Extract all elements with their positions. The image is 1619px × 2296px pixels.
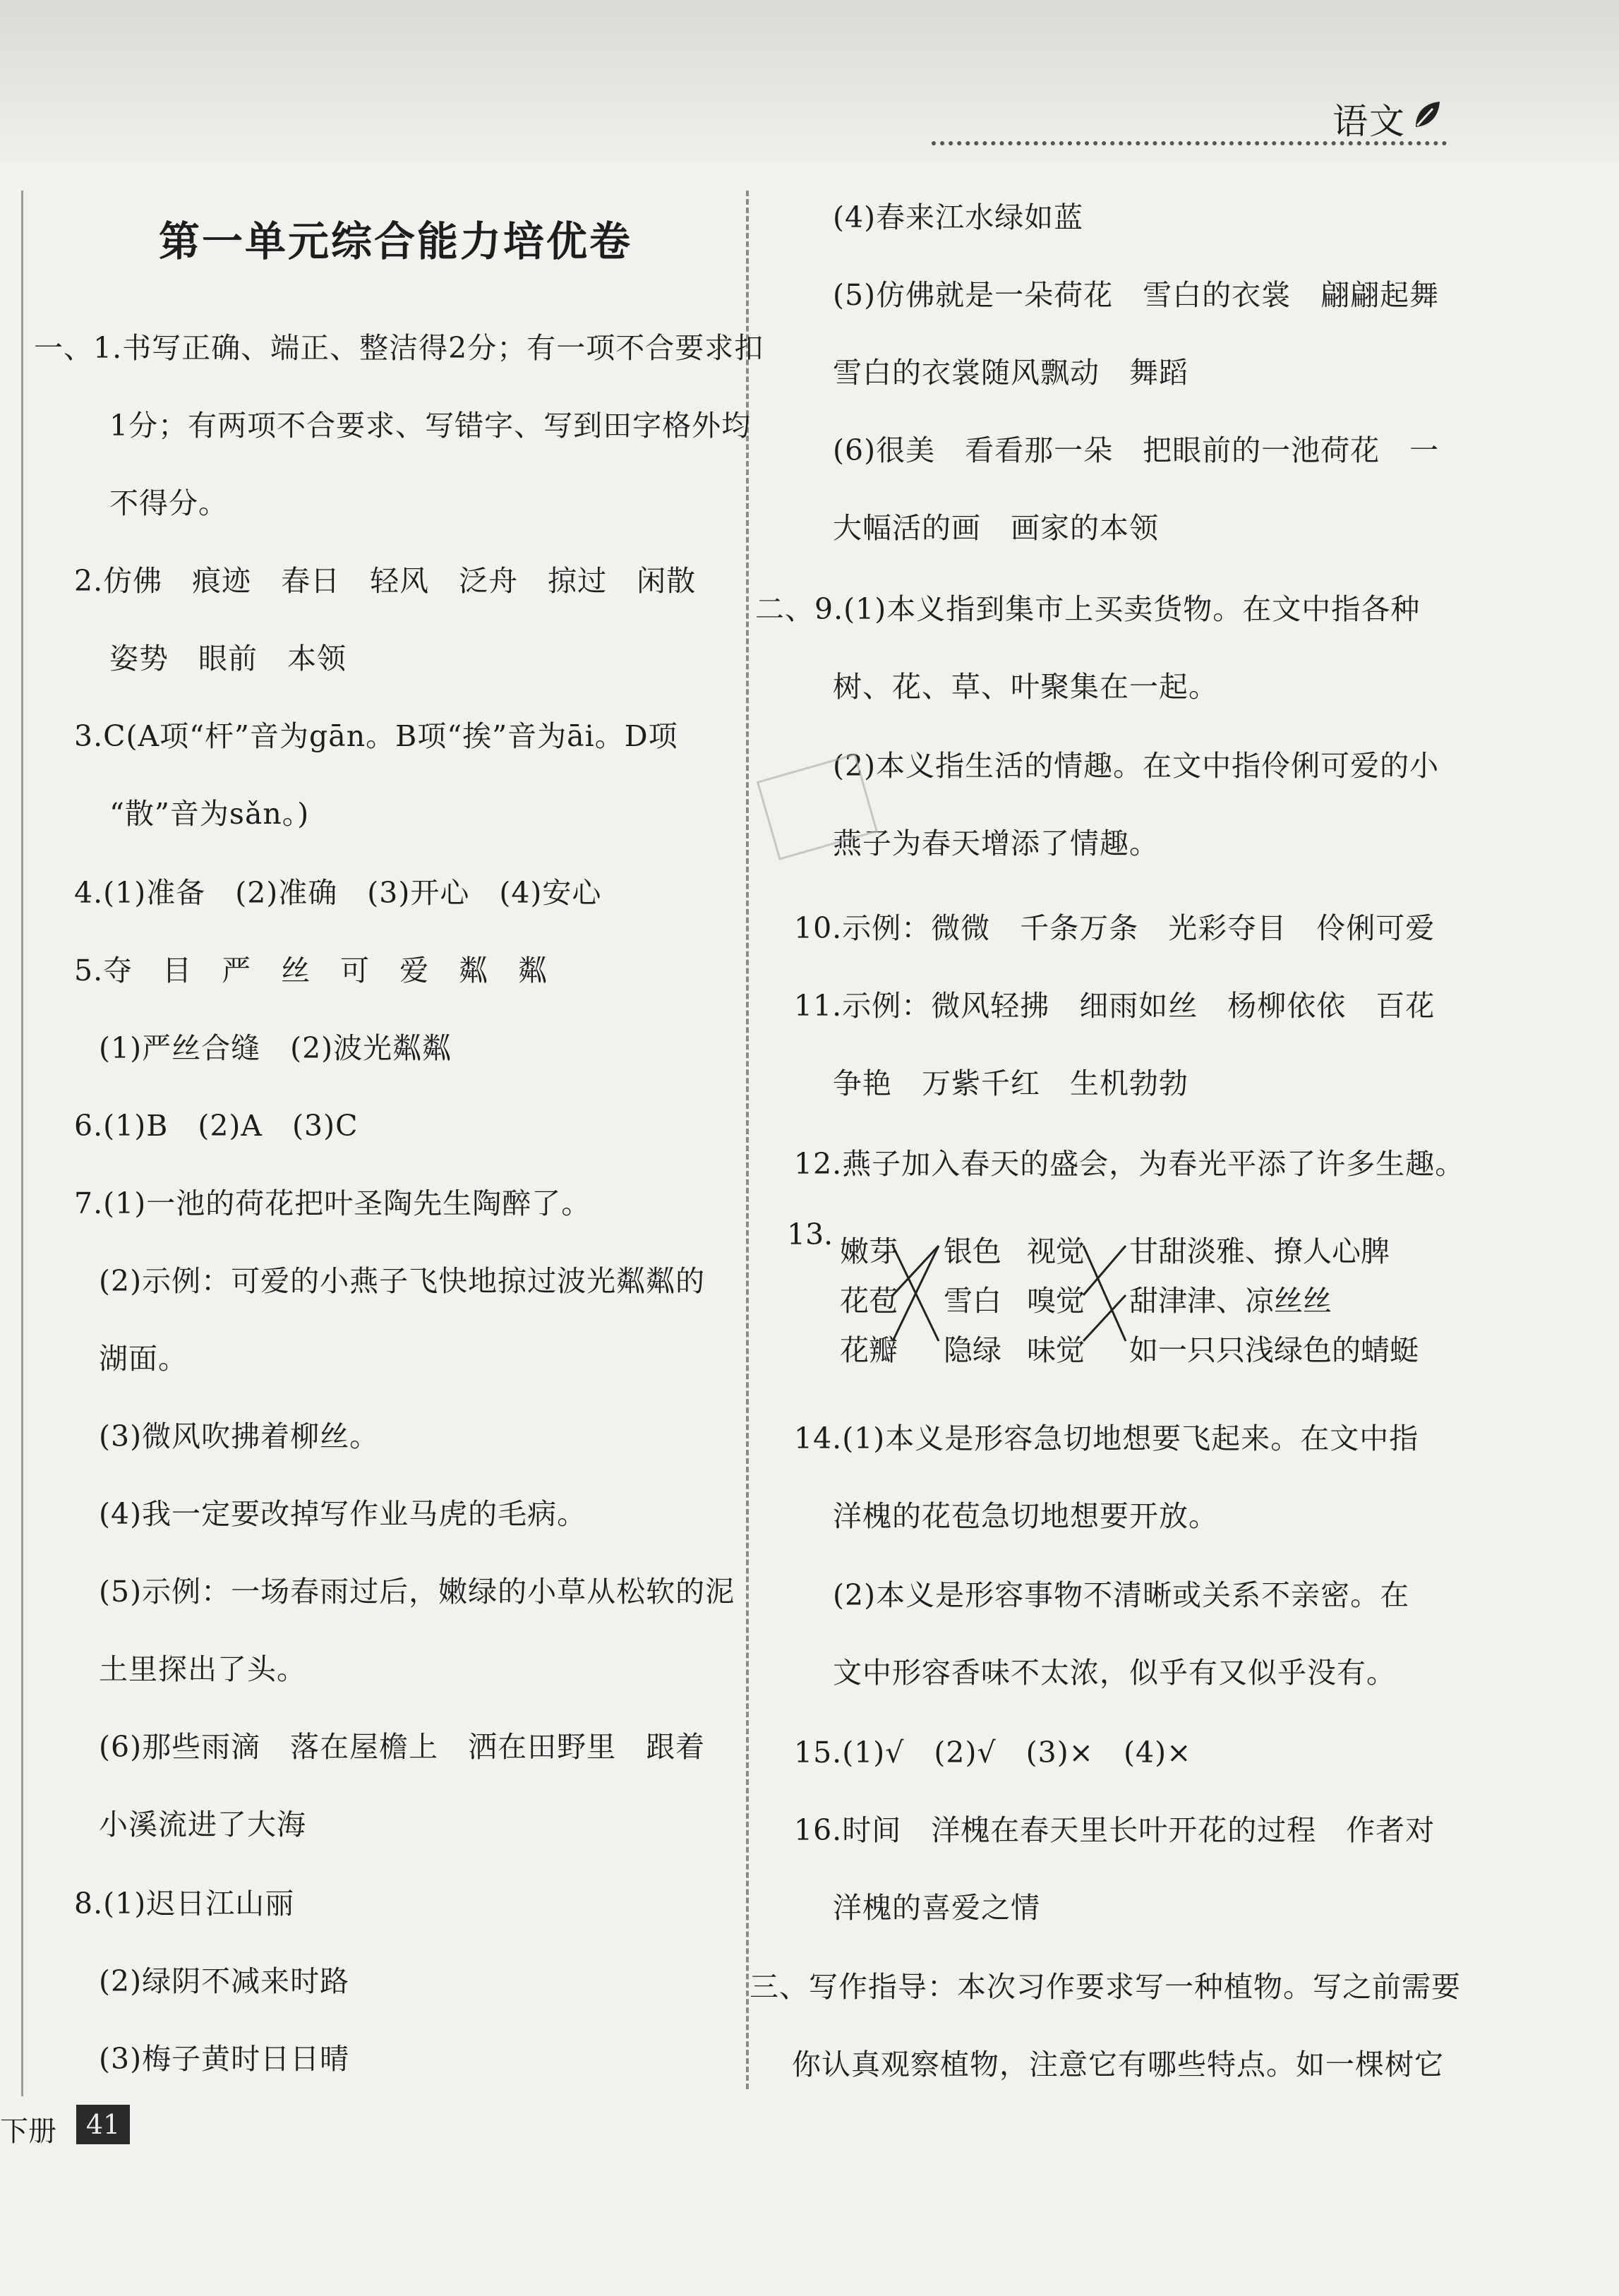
answer-line: 姿势 眼前 本领 <box>109 642 347 675</box>
match-item: 如一只只浅绿色的蜻蜓 <box>1129 1333 1419 1367</box>
answer-line: 6.(1)B (2)A (3)C <box>74 1109 359 1143</box>
answer-line: (6)很美 看看那一朵 把眼前的一池荷花 一 <box>833 433 1440 467</box>
answer-line: (4)我一定要改掉写作业马虎的毛病。 <box>99 1497 587 1531</box>
answer-line: 8.(1)迟日江山丽 <box>74 1887 295 1921</box>
left-margin-rule <box>21 191 23 2096</box>
match-item: 甘甜淡雅、撩人心脾 <box>1129 1234 1390 1268</box>
answer-line: (6)那些雨滴 落在屋檐上 洒在田野里 跟着 <box>99 1730 706 1764</box>
answer-line: 三、写作指导：本次习作要求写一种植物。写之前需要 <box>750 1970 1461 2004</box>
match-item: 雪白 <box>944 1284 1001 1318</box>
match-item: 隐绿 <box>944 1333 1001 1367</box>
answer-line: 大幅活的画 画家的本领 <box>833 511 1159 545</box>
answer-line: 3.C(A项“杆”音为gān。B项“挨”音为āi。D项 <box>74 719 678 753</box>
answer-line: 争艳 万紫千红 生机勃勃 <box>833 1066 1188 1100</box>
answer-line: (5)仿佛就是一朵荷花 雪白的衣裳 翩翩起舞 <box>833 278 1440 312</box>
answer-line: (2)示例：可爱的小燕子飞快地掠过波光粼粼的 <box>99 1264 706 1298</box>
answer-line: (2)本义指生活的情趣。在文中指伶俐可爱的小 <box>833 749 1440 783</box>
answer-line: (5)示例：一场春雨过后，嫩绿的小草从松软的泥 <box>99 1575 735 1609</box>
answer-line: 洋槐的喜爱之情 <box>833 1891 1040 1925</box>
answer-line: 1分；有两项不合要求、写错字、写到田字格外均 <box>109 409 752 443</box>
answer-line: 雪白的衣裳随风飘动 舞蹈 <box>833 356 1188 390</box>
answer-line: 16.时间 洋槐在春天里长叶开花的过程 作者对 <box>794 1813 1436 1847</box>
answer-line: 文中形容香味不太浓，似乎有又似乎没有。 <box>833 1656 1396 1690</box>
answer-line: 树、花、草、叶聚集在一起。 <box>833 670 1218 704</box>
match-item: 嗅觉 <box>1027 1284 1085 1318</box>
match-item: 花瓣 <box>840 1333 898 1367</box>
column-divider <box>746 191 749 2089</box>
answer-line: (3)梅子黄时日日晴 <box>99 2042 350 2076</box>
answer-line: 小溪流进了大海 <box>99 1808 306 1841</box>
answer-line: 土里探出了头。 <box>99 1652 306 1686</box>
answer-line: 5.夺 目 严 丝 可 爱 粼 粼 <box>74 954 548 987</box>
page-title: 第一单元综合能力培优卷 <box>159 217 633 265</box>
answer-line: 你认真观察植物，注意它有哪些特点。如一棵树它 <box>792 2048 1444 2081</box>
answer-line: (2)绿阴不减来时路 <box>99 1964 350 1998</box>
answer-line: (2)本义是形容事物不清晰或关系不亲密。在 <box>833 1578 1410 1612</box>
answer-line: 14.(1)本义是形容急切地想要飞起来。在文中指 <box>794 1422 1419 1455</box>
answer-line: 15.(1)√ (2)√ (3)× (4)× <box>794 1736 1192 1769</box>
answer-line: 7.(1)一池的荷花把叶圣陶先生陶醉了。 <box>74 1186 591 1220</box>
match-item: 甜津津、凉丝丝 <box>1129 1284 1332 1318</box>
leaf-icon <box>1412 99 1443 130</box>
match-item: 嫩芽 <box>840 1234 898 1268</box>
answer-line: 湖面。 <box>99 1342 188 1376</box>
header-dotted-rule <box>932 141 1447 145</box>
match-item: 味觉 <box>1027 1333 1085 1367</box>
answer-line: 11.示例：微风轻拂 细雨如丝 杨柳依依 百花 <box>794 989 1436 1023</box>
answer-line: 2.仿佛 痕迹 春日 轻风 泛舟 掠过 闲散 <box>74 564 697 598</box>
question-number: 13. <box>787 1218 833 1251</box>
answer-line: (4)春来江水绿如蓝 <box>833 200 1084 234</box>
match-item: 花苞 <box>840 1284 898 1318</box>
answer-line: 二、9.(1)本义指到集市上买卖货物。在文中指各种 <box>755 592 1421 626</box>
answer-line: 洋槐的花苞急切地想要开放。 <box>833 1499 1218 1533</box>
answer-line: “散”音为sǎn。) <box>109 797 310 831</box>
matching-question <box>787 1218 1422 1373</box>
answer-line: 不得分。 <box>109 486 228 520</box>
page-number: 41 <box>76 2105 130 2144</box>
answer-line: 一、1.书写正确、端正、整洁得2分；有一项不合要求扣 <box>34 331 764 365</box>
match-item: 视觉 <box>1027 1234 1085 1268</box>
volume-label: 下册 <box>0 2115 56 2148</box>
answer-line: (1)严丝合缝 (2)波光粼粼 <box>99 1031 452 1065</box>
match-item: 银色 <box>944 1234 1001 1268</box>
answer-line: 12.燕子加入春天的盛会，为春光平添了许多生趣。 <box>794 1147 1465 1181</box>
answer-line: 4.(1)准备 (2)准确 (3)开心 (4)安心 <box>74 876 602 910</box>
answer-line: (3)微风吹拂着柳丝。 <box>99 1419 380 1453</box>
answer-line: 10.示例：微微 千条万条 光彩夺目 伶俐可爱 <box>794 911 1436 945</box>
subject-label: 语文 <box>1332 101 1406 142</box>
answer-line: 燕子为春天增添了情趣。 <box>833 827 1159 860</box>
